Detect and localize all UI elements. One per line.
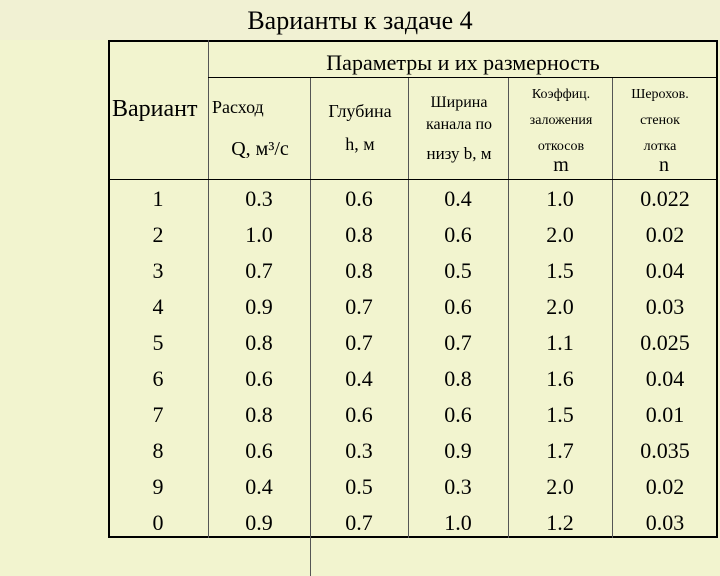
table-cell: 1.5 (546, 258, 574, 283)
row-variant-number: 1 (152, 186, 164, 211)
row-variant-number: 8 (152, 438, 164, 463)
column-unit-flow: Q, м³/с (231, 138, 289, 160)
table-cell: 0.6 (245, 366, 273, 391)
table-cell: 2.0 (546, 474, 574, 499)
column-unit-depth: h, м (345, 134, 375, 154)
table-cell: 0.7 (345, 510, 373, 535)
row-variant-number: 0 (152, 510, 164, 535)
table-cell: 0.4 (345, 366, 373, 391)
column-header-roughness: Шерохов. стенок лотка (631, 87, 689, 154)
table-cell: 0.9 (444, 438, 472, 463)
table-cell: 0.6 (444, 402, 472, 427)
grid-line-v5 (612, 78, 613, 538)
table-cell: 0.01 (645, 402, 685, 427)
table-cell: 1.0 (245, 222, 273, 247)
table-cell: 0.6 (245, 438, 273, 463)
table-cell: 0.5 (444, 258, 472, 283)
table-cell: 0.7 (245, 258, 273, 283)
table-cell: 0.03 (645, 294, 685, 319)
table-cell: 0.3 (345, 438, 373, 463)
row-variant-number: 7 (152, 402, 164, 427)
grid-line-v2 (310, 78, 311, 576)
grid-line-v4 (508, 78, 509, 538)
table-cell: 1.5 (546, 402, 574, 427)
table-cell: 0.4 (444, 186, 472, 211)
table-cell: 1.0 (444, 510, 472, 535)
table-cell: 0.8 (245, 402, 273, 427)
table-cell: 0.4 (245, 474, 273, 499)
table-cell: 0.022 (640, 186, 690, 211)
table-cell: 1.6 (546, 366, 574, 391)
table-cell: 0.3 (444, 474, 472, 499)
column-unit-width: низу b, м (426, 144, 492, 163)
group-header: Параметры и их размерность (326, 50, 600, 75)
table-cell: 0.9 (245, 294, 273, 319)
table-cell: 0.8 (245, 330, 273, 355)
table-cell: 0.7 (444, 330, 472, 355)
table-cell: 0.5 (345, 474, 373, 499)
table-cell: 2.0 (546, 294, 574, 319)
table-cell: 0.9 (245, 510, 273, 535)
table-cell: 0.7 (345, 294, 373, 319)
table-cell: 0.04 (645, 258, 685, 283)
column-header-slope: Коэффиц. заложения откосов (529, 87, 593, 154)
table-cell: 0.02 (645, 474, 685, 499)
slide-title: Варианты к задаче 4 (247, 6, 473, 35)
variant-header: Вариант (112, 96, 198, 122)
column-header-depth: Глубина (328, 101, 392, 121)
table-cell: 0.8 (444, 366, 472, 391)
table-cell: 0.3 (245, 186, 273, 211)
table-cell: 0.8 (345, 222, 373, 247)
table-cell: 0.03 (645, 510, 685, 535)
table-cell: 1.7 (546, 438, 574, 463)
table-cell: 0.04 (645, 366, 685, 391)
row-variant-number: 9 (152, 474, 164, 499)
table-cell: 0.7 (345, 330, 373, 355)
column-name: Расход (212, 97, 264, 117)
row-variant-number: 6 (152, 366, 164, 391)
table-cell: 0.6 (444, 222, 472, 247)
table-cell: 1.1 (546, 330, 574, 355)
table-cell: 0.6 (345, 402, 373, 427)
table-cell: 0.02 (645, 222, 685, 247)
row-variant-number: 3 (152, 258, 164, 283)
column-unit-roughness: n (659, 154, 669, 176)
table-cell: 0.025 (640, 330, 690, 355)
column-header-width: Ширина канала по (425, 94, 493, 133)
row-variant-number: 4 (152, 294, 164, 319)
table-cell: 2.0 (546, 222, 574, 247)
column-header-flow (212, 96, 308, 118)
table-cell: 0.6 (444, 294, 472, 319)
row-variant-number: 2 (152, 222, 164, 247)
table-cell: 0.6 (345, 186, 373, 211)
table-cell: 0.8 (345, 258, 373, 283)
group-header-divider (208, 77, 718, 78)
table-cell: 1.0 (546, 186, 574, 211)
table-cell: 0.035 (640, 438, 690, 463)
column-unit-slope: m (553, 154, 569, 176)
table-cell: 1.2 (546, 510, 574, 535)
header-bottom-divider (110, 179, 718, 180)
row-variant-number: 5 (152, 330, 164, 355)
